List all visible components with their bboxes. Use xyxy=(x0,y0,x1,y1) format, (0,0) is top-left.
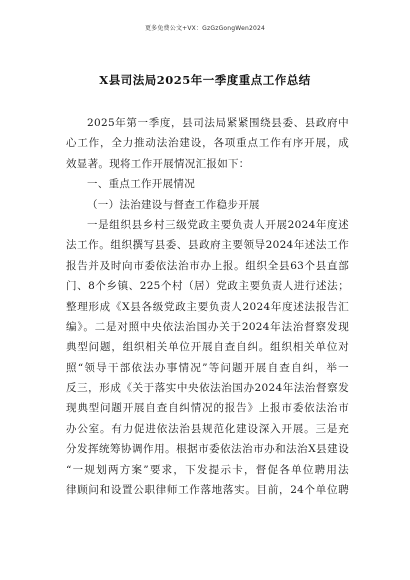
paragraph-line: 现典型问题开展自查自纠情况的报告》上报市委依法治市 xyxy=(66,402,349,415)
paragraph-line: 门、8个乡镇、225个村（居）党政主要负责人进行述法； xyxy=(66,280,349,293)
paragraph-line: 典型问题，组织相关单位开展自查自纠。组织相关单位对 xyxy=(66,341,349,354)
section-heading: 一、重点工作开展情况 xyxy=(87,178,195,191)
paragraph-line: 办公室。有力促进依法治县规范化建设深入开展。三是充 xyxy=(66,422,349,435)
document-title: X县司法局2025年一季度重点工作总结 xyxy=(99,73,311,87)
paragraph-line: 编》。二是对照中央依法治国办关于2024年法治督察发现 xyxy=(66,320,349,333)
intro-line: 心工作，全力推动法治建设，各项重点工作有序开展，成 xyxy=(66,137,349,150)
paragraph-line: 律顾问和设置公职律师工作落地落实。目前，24个单位聘 xyxy=(66,484,349,497)
paragraph-line: 一是组织县乡村三级党政主要负责人开展2024年度述 xyxy=(87,218,349,231)
paragraph-line: 分发挥统筹协调作用。根据市委依法治市办和法治X县建设 xyxy=(66,443,349,456)
intro-line: 效显著。现将工作开展情况汇报如下： xyxy=(66,157,250,170)
paragraph-line: 反三，形成《关于落实中央依法治国办2024年法治督察发 xyxy=(66,382,349,395)
paragraph-line: 法工作。组织撰写县委、县政府主要领导2024年述法工作 xyxy=(66,239,349,252)
paragraph-line: 报告并及时向市委依法治市办上报。组织全县63个县直部 xyxy=(66,259,349,272)
paragraph-line: 照“领导干部依法办事情况”等问题开展自查自纠，举一 xyxy=(66,361,349,374)
paragraph-line: 整理形成《X县各级党政主要负责人2024年度述法报告汇 xyxy=(66,300,349,313)
document-body xyxy=(66,113,349,500)
header-note: 更多免费公文+VX：GzGzGongWen2024 xyxy=(144,25,266,32)
paragraph-line: “一规划两方案”要求，下发提示卡，督促各单位聘用法 xyxy=(66,463,349,476)
subsection-heading: （一）法治建设与督查工作稳步开展 xyxy=(87,198,260,211)
intro-line: 2025年第一季度，县司法局紧紧围绕县委、县政府中 xyxy=(87,117,349,129)
